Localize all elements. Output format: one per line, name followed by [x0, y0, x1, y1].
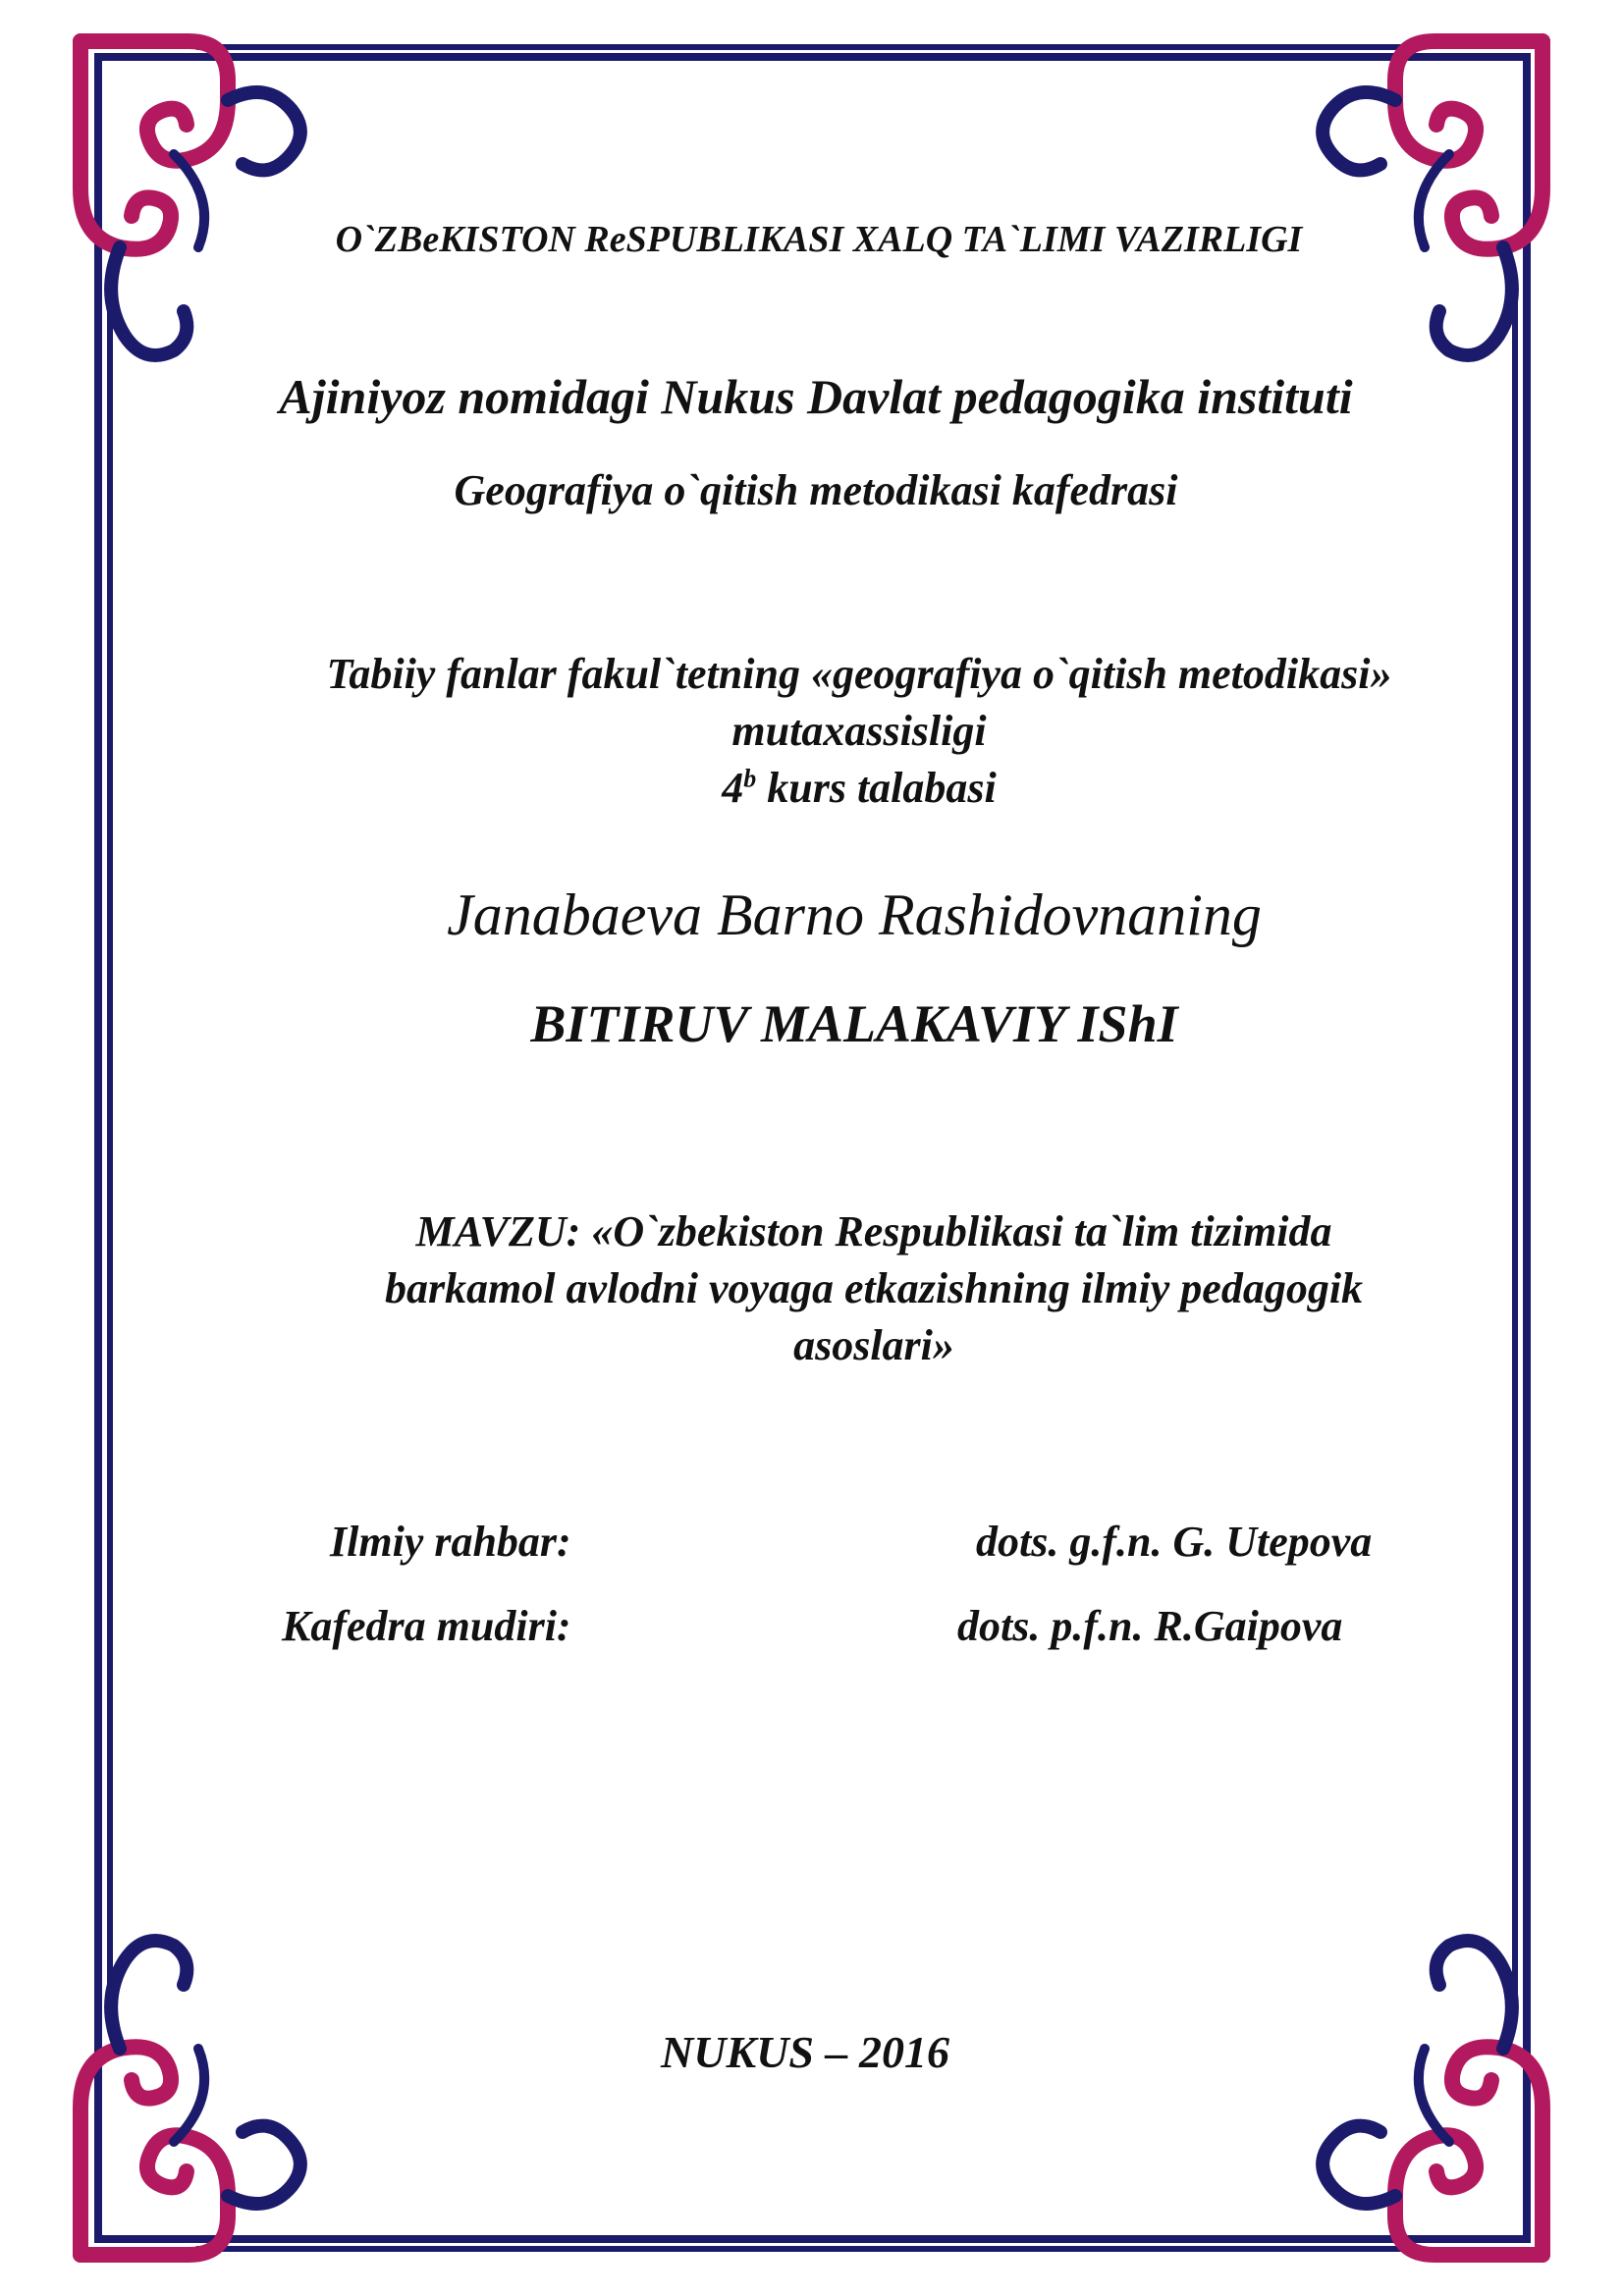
corner-ornament-top-left — [81, 41, 300, 355]
topic-line3: asoslari» — [793, 1321, 954, 1369]
work-title: BITIRUV MALAKAVIY IShI — [530, 994, 1178, 1053]
course-rest: kurs talabasi — [756, 764, 997, 812]
corner-ornament-bottom-right — [1323, 1941, 1542, 2255]
supervisor-name: dots. g.f.n. G. Utepova — [976, 1518, 1373, 1566]
head-name: dots. p.f.n. R.Gaipova — [957, 1602, 1343, 1650]
student-name: Janabaeva Barno Rashidovnaning — [447, 882, 1262, 947]
corner-ornament-bottom-left — [81, 1941, 300, 2255]
institute-name: Ajiniyoz nomidagi Nukus Davlat pedagogika instituti — [279, 369, 1353, 424]
topic-line2: barkamol avlodni voyaga etkazishning ilmiy pedagogik — [384, 1264, 1364, 1312]
ministry-heading: O`ZBeKISTON ReSPUBLIKASI XALQ TA`LIMI VAZIRLIGI — [335, 219, 1303, 260]
course-sup: b — [743, 764, 757, 793]
course-number: 4 — [722, 764, 744, 812]
topic-block — [295, 1203, 1453, 1374]
kafedra-name: Geografiya o`qitish metodikasi kafedrasi — [454, 466, 1178, 514]
city-year: NUKUS – 2016 — [661, 2027, 949, 2077]
supervisor-role: Ilmiy rahbar: — [330, 1518, 571, 1566]
student-info — [226, 646, 1492, 817]
corner-ornament-top-right — [1323, 41, 1542, 355]
student-course — [226, 760, 1492, 817]
head-role: Kafedra mudiri: — [282, 1602, 571, 1650]
student-info-line1: Tabiiy fanlar fakul`tetning «geografiya o`qitish metodikasi» — [326, 650, 1392, 698]
topic-line1: MAVZU: «O`zbekiston Respublikasi ta`lim tizimida — [415, 1207, 1332, 1255]
student-info-line2: mutaxassisligi — [731, 707, 987, 755]
